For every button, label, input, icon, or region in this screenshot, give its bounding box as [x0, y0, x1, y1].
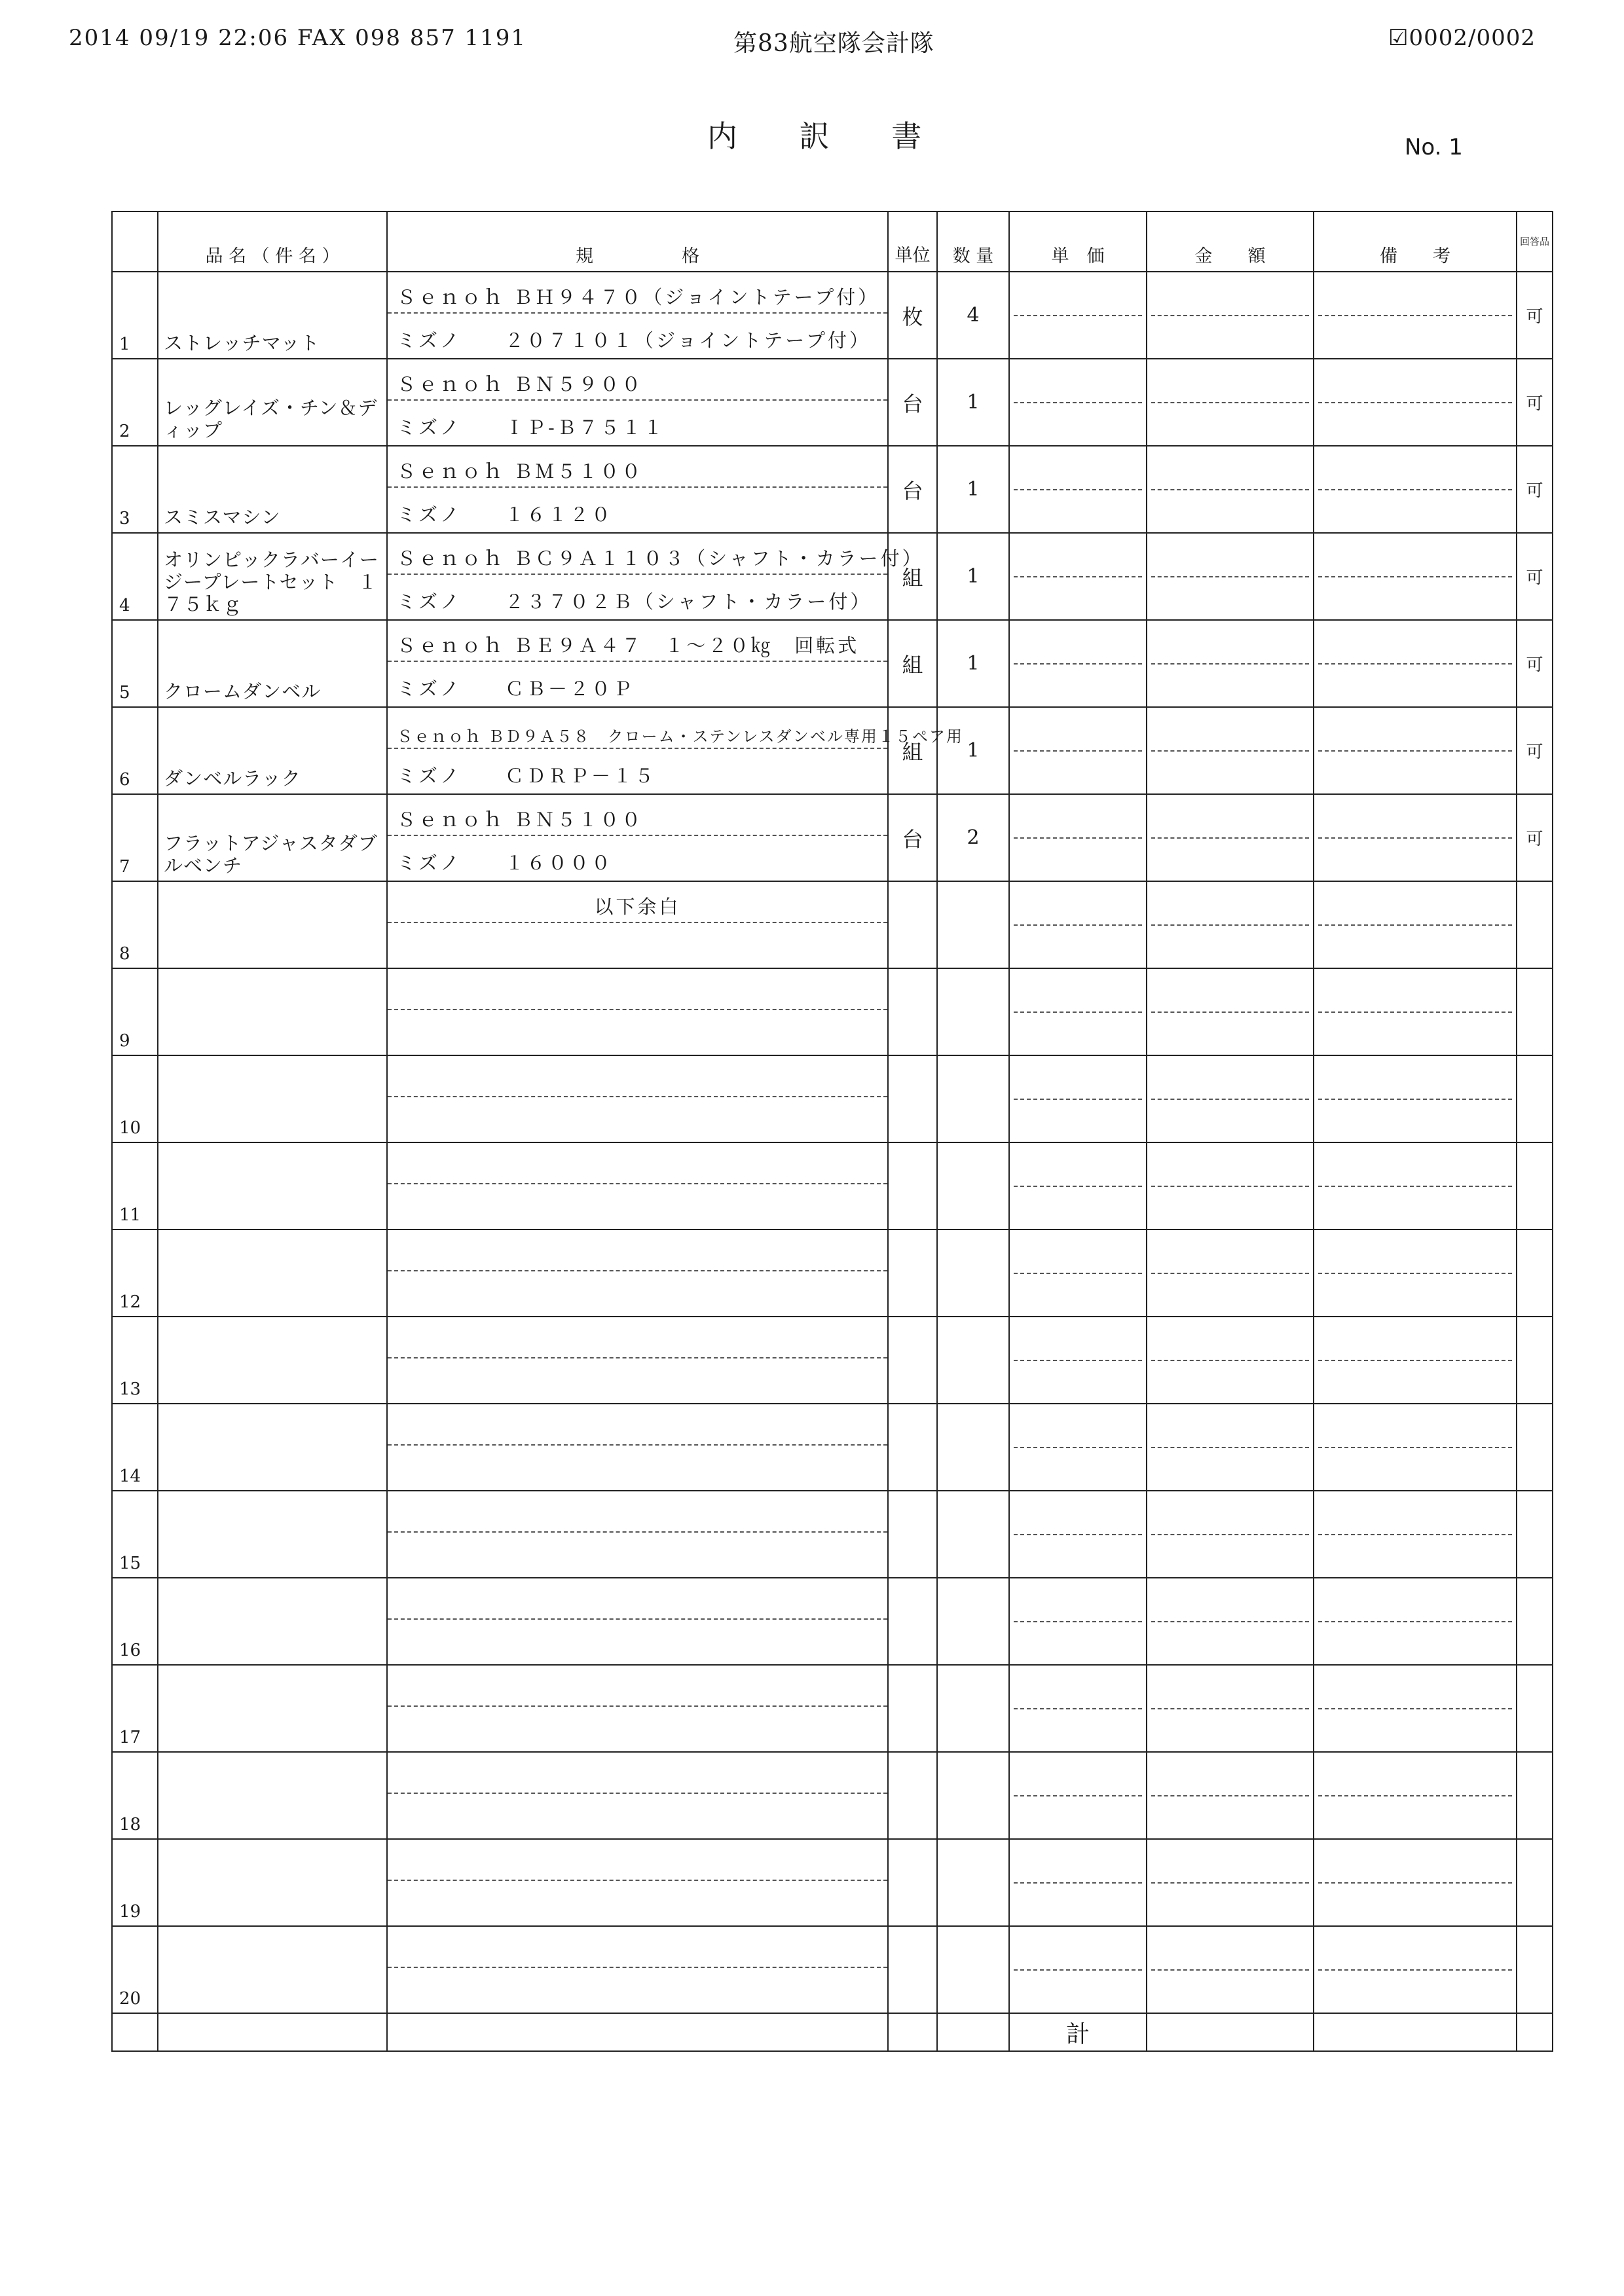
item-remarks — [1314, 1926, 1517, 2013]
item-kihin — [1517, 1839, 1553, 1926]
item-name — [158, 1491, 387, 1578]
row-number: 14 — [112, 1404, 158, 1491]
item-kihin — [1517, 1317, 1553, 1404]
header-unit-price: 単 価 — [1009, 211, 1147, 272]
item-unit — [888, 881, 937, 968]
item-amount — [1147, 707, 1314, 794]
item-remarks — [1314, 1230, 1517, 1317]
item-remarks — [1314, 1491, 1517, 1578]
item-spec — [387, 620, 888, 707]
item-name — [158, 1665, 387, 1752]
item-qty — [937, 1230, 1009, 1317]
item-unit-price — [1009, 1404, 1147, 1491]
item-kihin — [1517, 1926, 1553, 2013]
spec-line-senoh — [388, 1840, 887, 1881]
total-cell-unit — [888, 2013, 937, 2051]
item-qty — [937, 1926, 1009, 2013]
item-unit: 枚 — [888, 272, 937, 359]
spec-line-mizuno — [388, 1184, 887, 1226]
table-row — [112, 533, 1553, 620]
spec-line-senoh — [388, 1230, 887, 1271]
item-remarks — [1314, 1752, 1517, 1839]
row-number: 20 — [112, 1926, 158, 2013]
header-row — [112, 211, 1553, 272]
item-spec — [387, 1317, 888, 1404]
table-row — [112, 707, 1553, 794]
row-number: 6 — [112, 707, 158, 794]
item-qty — [937, 1491, 1009, 1578]
fax-sender-name: 第83航空隊会計隊 — [733, 30, 934, 57]
item-spec — [387, 1142, 888, 1230]
item-qty — [937, 968, 1009, 1055]
table-body — [112, 272, 1553, 2013]
item-spec — [387, 533, 924, 620]
item-unit-price — [1009, 1230, 1147, 1317]
item-kihin — [1517, 1752, 1553, 1839]
table-row — [112, 881, 1553, 968]
header-no — [112, 211, 158, 272]
spec-line-mizuno: ミズノ ２３７０２Ｂ（シャフト・カラー付） — [397, 591, 872, 613]
spec-line-senoh — [388, 1143, 887, 1184]
row-number: 3 — [112, 446, 158, 533]
item-kihin — [1517, 1230, 1553, 1317]
page-number: No. 1 — [1405, 134, 1463, 160]
total-label: 計 — [1009, 2013, 1147, 2051]
fax-transmission-info: 2014 09/19 22:06 FAX 098 857 1191 — [69, 25, 527, 51]
item-remarks — [1314, 707, 1517, 794]
item-spec — [387, 881, 888, 968]
spec-line-mizuno — [388, 1707, 887, 1749]
row-number: 15 — [112, 1491, 158, 1578]
row-number: 8 — [112, 881, 158, 968]
item-spec — [387, 794, 888, 881]
item-kihin — [1517, 1142, 1553, 1230]
item-amount — [1147, 1926, 1314, 2013]
total-row — [112, 2013, 1553, 2051]
item-amount — [1147, 1578, 1314, 1665]
item-unit-price — [1009, 881, 1147, 968]
item-spec — [387, 359, 888, 446]
item-kihin — [1517, 1055, 1553, 1142]
item-spec — [387, 707, 963, 794]
item-unit — [888, 1578, 937, 1665]
item-name — [158, 1142, 387, 1230]
item-remarks — [1314, 272, 1517, 359]
item-spec — [387, 1926, 888, 2013]
item-remarks — [1314, 1839, 1517, 1926]
item-amount — [1147, 359, 1314, 446]
item-amount — [1147, 1317, 1314, 1404]
total-cell-name — [158, 2013, 387, 2051]
item-spec — [387, 1665, 888, 1752]
spec-line-senoh: Ｓｅｎｏｈ ＢＣ９Ａ１１０３（シャフト・カラー付） — [388, 534, 887, 575]
item-qty: 1 — [937, 359, 1009, 446]
row-number: 5 — [112, 620, 158, 707]
spec-line-senoh — [388, 1404, 887, 1446]
item-unit-price — [1009, 1317, 1147, 1404]
item-amount — [1147, 272, 1314, 359]
table-row — [112, 272, 1553, 359]
item-spec — [387, 1491, 888, 1578]
item-remarks — [1314, 1578, 1517, 1665]
item-remarks — [1314, 1317, 1517, 1404]
document-title: 内 訳 書 — [707, 118, 948, 154]
total-cell-qty — [937, 2013, 1009, 2051]
row-number: 18 — [112, 1752, 158, 1839]
row-number: 12 — [112, 1230, 158, 1317]
item-unit-price — [1009, 1839, 1147, 1926]
item-unit-price — [1009, 1142, 1147, 1230]
row-number: 1 — [112, 272, 158, 359]
item-unit: 組 — [888, 620, 937, 707]
item-unit-price — [1009, 1491, 1147, 1578]
table-row — [112, 359, 1553, 446]
item-name — [158, 1752, 387, 1839]
item-amount — [1147, 1752, 1314, 1839]
item-unit-price — [1009, 794, 1147, 881]
item-kihin: 可 — [1517, 359, 1553, 446]
item-name — [158, 1839, 387, 1926]
item-qty: 1 — [937, 533, 1009, 620]
spec-line-mizuno — [388, 1533, 887, 1575]
spec-line-mizuno: ミズノ １６１２０ — [397, 503, 614, 526]
spec-line-senoh — [388, 1317, 887, 1358]
item-name: オリンピックラバーイージープレートセット １７５ｋｇ — [158, 533, 387, 620]
item-name — [158, 1404, 387, 1491]
spec-line-senoh — [388, 1753, 887, 1794]
row-number: 11 — [112, 1142, 158, 1230]
item-kihin — [1517, 1578, 1553, 1665]
item-remarks — [1314, 1142, 1517, 1230]
item-amount — [1147, 1839, 1314, 1926]
item-qty: 1 — [937, 620, 1009, 707]
fax-page-counter: ☑0002/0002 — [1388, 25, 1536, 51]
table-row — [112, 1839, 1553, 1926]
spec-line-mizuno: ミズノ ＣＤＲＰ－１５ — [397, 765, 657, 787]
spec-line-senoh: Ｓｅｎｏｈ ＢＨ９４７０（ジョイントテープ付） — [388, 272, 887, 314]
item-spec — [387, 1230, 888, 1317]
total-amount — [1147, 2013, 1314, 2051]
spec-line-senoh: Ｓｅｎｏｈ ＢＮ５９００ — [388, 359, 887, 401]
item-name — [158, 1230, 387, 1317]
spec-line-senoh — [388, 1056, 887, 1097]
row-number: 13 — [112, 1317, 158, 1404]
item-qty — [937, 1404, 1009, 1491]
item-unit-price — [1009, 1578, 1147, 1665]
table-row — [112, 620, 1553, 707]
item-spec — [387, 968, 888, 1055]
item-remarks — [1314, 533, 1517, 620]
table-row — [112, 1578, 1553, 1665]
item-spec — [387, 1404, 888, 1491]
item-spec — [387, 1578, 888, 1665]
item-kihin — [1517, 1665, 1553, 1752]
item-kihin: 可 — [1517, 620, 1553, 707]
item-unit — [888, 1839, 937, 1926]
item-kihin: 可 — [1517, 272, 1553, 359]
total-cell-no — [112, 2013, 158, 2051]
item-name — [158, 881, 387, 968]
row-number: 10 — [112, 1055, 158, 1142]
item-remarks — [1314, 881, 1517, 968]
item-name: クロームダンベル — [158, 620, 387, 707]
spec-line-senoh: Ｓｅｎｏｈ ＢＮ５１００ — [388, 795, 887, 836]
item-kihin — [1517, 1491, 1553, 1578]
item-name — [158, 1578, 387, 1665]
spec-line-senoh: 以下余白 — [388, 882, 887, 923]
item-name: ダンベルラック — [158, 707, 387, 794]
item-remarks — [1314, 1055, 1517, 1142]
table-row — [112, 1142, 1553, 1230]
spec-line-mizuno: ミズノ ＣＢ－２０Ｐ — [397, 678, 635, 700]
item-remarks — [1314, 1665, 1517, 1752]
spec-line-mizuno: ミズノ ２０７１０１（ジョイントテープ付） — [397, 329, 871, 352]
item-unit — [888, 1404, 937, 1491]
item-unit-price — [1009, 1665, 1147, 1752]
item-amount — [1147, 794, 1314, 881]
item-name: フラットアジャスタダブルベンチ — [158, 794, 387, 881]
item-amount — [1147, 968, 1314, 1055]
item-unit — [888, 1230, 937, 1317]
spec-line-mizuno — [388, 1968, 887, 2010]
item-unit — [888, 1142, 937, 1230]
table-row — [112, 1404, 1553, 1491]
item-unit-price — [1009, 1055, 1147, 1142]
total-cell-spec — [387, 2013, 888, 2051]
spec-line-senoh: Ｓｅｎｏｈ ＢＭ５１００ — [388, 446, 887, 488]
spec-line-mizuno — [388, 1881, 887, 1923]
item-name — [158, 1317, 387, 1404]
total-remarks — [1314, 2013, 1517, 2051]
row-number: 2 — [112, 359, 158, 446]
header-kihin: 回答品 — [1517, 211, 1553, 272]
table-row — [112, 446, 1553, 533]
item-remarks — [1314, 446, 1517, 533]
item-unit: 台 — [888, 446, 937, 533]
table-row — [112, 1926, 1553, 2013]
table-row — [112, 1230, 1553, 1317]
item-name: レッグレイズ・チン＆ディップ — [158, 359, 387, 446]
header-amount: 金 額 — [1147, 211, 1314, 272]
item-qty — [937, 1839, 1009, 1926]
item-kihin — [1517, 1404, 1553, 1491]
item-qty: 1 — [937, 446, 1009, 533]
table-row — [112, 1665, 1553, 1752]
row-number: 17 — [112, 1665, 158, 1752]
spec-line-mizuno: ミズノ ＩＰ-Ｂ７５１１ — [397, 416, 665, 439]
item-unit: 組 — [888, 707, 937, 794]
item-unit — [888, 1491, 937, 1578]
fax-header — [0, 25, 1624, 58]
item-unit — [888, 1752, 937, 1839]
item-qty — [937, 1055, 1009, 1142]
header-spec: 規 格 — [387, 211, 888, 272]
table-row — [112, 794, 1553, 881]
spec-line-mizuno — [388, 1620, 887, 1662]
spec-line-mizuno — [388, 1097, 887, 1139]
item-amount — [1147, 1055, 1314, 1142]
item-amount — [1147, 1665, 1314, 1752]
item-unit: 組 — [888, 533, 937, 620]
item-name — [158, 1926, 387, 2013]
item-kihin: 可 — [1517, 446, 1553, 533]
item-remarks — [1314, 620, 1517, 707]
item-amount — [1147, 1142, 1314, 1230]
item-unit-price — [1009, 272, 1147, 359]
item-remarks — [1314, 1404, 1517, 1491]
item-amount — [1147, 1230, 1314, 1317]
item-amount — [1147, 1491, 1314, 1578]
header-qty: 数 量 — [937, 211, 1009, 272]
item-amount — [1147, 533, 1314, 620]
item-unit-price — [1009, 968, 1147, 1055]
item-unit: 台 — [888, 359, 937, 446]
item-unit — [888, 1055, 937, 1142]
item-name — [158, 968, 387, 1055]
item-remarks — [1314, 794, 1517, 881]
item-name: スミスマシン — [158, 446, 387, 533]
spec-line-mizuno — [388, 1358, 887, 1400]
item-qty — [937, 1752, 1009, 1839]
table-row — [112, 1055, 1553, 1142]
row-number: 4 — [112, 533, 158, 620]
spec-line-mizuno — [388, 1010, 887, 1052]
item-qty: 4 — [937, 272, 1009, 359]
item-unit — [888, 1926, 937, 2013]
table-row — [112, 1752, 1553, 1839]
item-name — [158, 1055, 387, 1142]
item-unit-price — [1009, 446, 1147, 533]
item-name: ストレッチマット — [158, 272, 387, 359]
item-kihin: 可 — [1517, 707, 1553, 794]
item-qty — [937, 1142, 1009, 1230]
item-amount — [1147, 446, 1314, 533]
spec-line-mizuno: ミズノ １６０００ — [397, 852, 614, 874]
item-qty: 1 — [937, 707, 1009, 794]
item-spec — [387, 1055, 888, 1142]
item-spec — [387, 1839, 888, 1926]
item-qty — [937, 881, 1009, 968]
item-unit — [888, 1665, 937, 1752]
item-spec — [387, 446, 888, 533]
item-unit-price — [1009, 359, 1147, 446]
item-unit-price — [1009, 1752, 1147, 1839]
total-kihin — [1517, 2013, 1553, 2051]
spec-line-senoh — [388, 1491, 887, 1533]
spec-line-mizuno — [388, 923, 887, 965]
table-row — [112, 968, 1553, 1055]
spec-line-mizuno — [388, 1794, 887, 1836]
item-amount — [1147, 1404, 1314, 1491]
item-remarks — [1314, 359, 1517, 446]
item-kihin: 可 — [1517, 533, 1553, 620]
item-unit-price — [1009, 620, 1147, 707]
spec-line-mizuno — [388, 1446, 887, 1487]
row-number: 16 — [112, 1578, 158, 1665]
item-kihin — [1517, 968, 1553, 1055]
spec-line-senoh — [388, 1578, 887, 1620]
row-number: 7 — [112, 794, 158, 881]
item-unit-price — [1009, 1926, 1147, 2013]
item-unit — [888, 968, 937, 1055]
item-qty — [937, 1317, 1009, 1404]
spec-line-senoh — [388, 969, 887, 1010]
item-unit: 台 — [888, 794, 937, 881]
spec-line-senoh — [388, 1666, 887, 1707]
item-unit — [888, 1317, 937, 1404]
item-amount — [1147, 620, 1314, 707]
spec-line-senoh — [388, 1927, 887, 1968]
table-row — [112, 1491, 1553, 1578]
spec-line-senoh: Ｓｅｎｏｈ ＢＥ９Ａ４７ １～２０㎏ 回転式 — [388, 621, 887, 662]
item-unit-price — [1009, 533, 1147, 620]
item-kihin: 可 — [1517, 794, 1553, 881]
itemized-statement-table — [111, 211, 1553, 2052]
item-unit-price — [1009, 707, 1147, 794]
header-unit: 単位 — [888, 211, 937, 272]
row-number: 19 — [112, 1839, 158, 1926]
spec-line-senoh: Ｓｅｎｏｈ ＢＤ９Ａ５８ クローム・ステンレスダンベル専用１５ペア用 — [388, 708, 887, 749]
item-spec — [387, 272, 888, 359]
spec-line-mizuno — [388, 1271, 887, 1313]
header-name: 品 名 （ 件 名 ） — [158, 211, 387, 272]
table-row — [112, 1317, 1553, 1404]
item-qty: 2 — [937, 794, 1009, 881]
header-remarks: 備 考 — [1314, 211, 1517, 272]
item-amount — [1147, 881, 1314, 968]
item-remarks — [1314, 968, 1517, 1055]
item-qty — [937, 1665, 1009, 1752]
item-kihin — [1517, 881, 1553, 968]
item-spec — [387, 1752, 888, 1839]
row-number: 9 — [112, 968, 158, 1055]
item-qty — [937, 1578, 1009, 1665]
